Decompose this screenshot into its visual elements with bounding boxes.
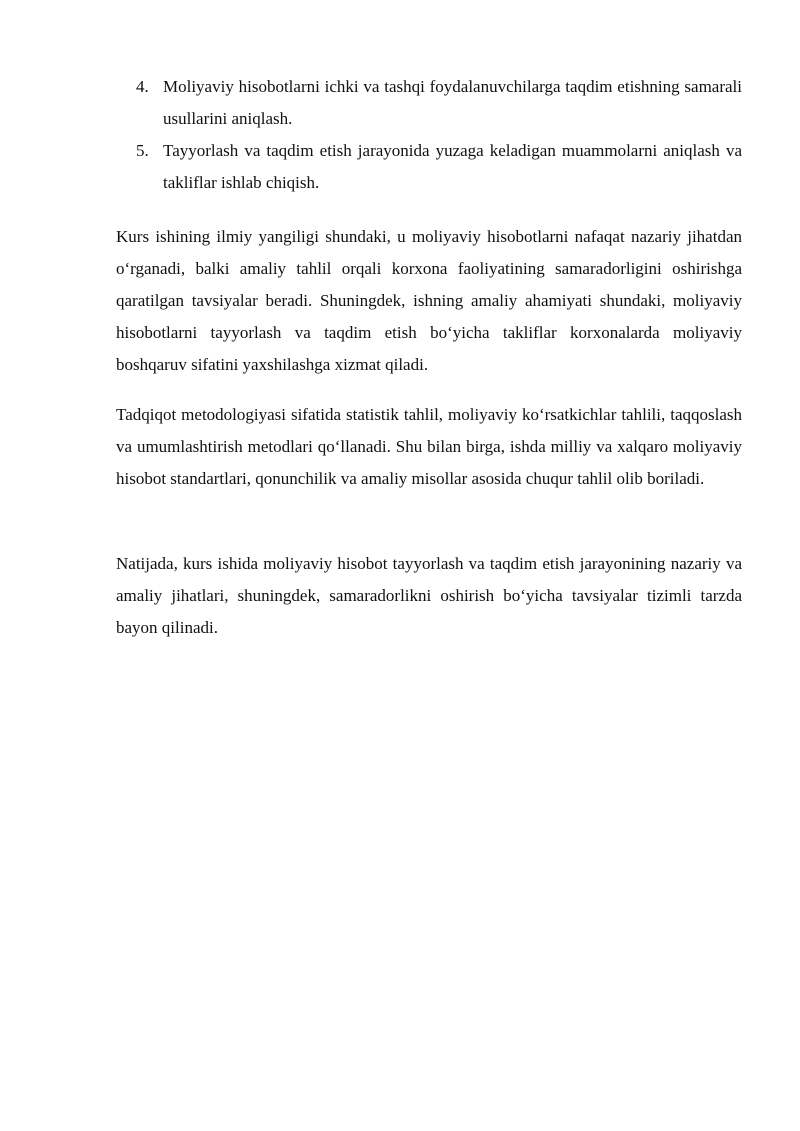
objectives-list [116,71,742,199]
paragraph-conclusion: Natijada, kurs ishida moliyaviy hisobot tayyorlash va taqdim etish jarayonining nazariy va amaliy jihatlari, shuningdek, samaradorlikni oshirish bo‘yicha tavsiyalar tizimli tarzda bayon qilinadi. [116,554,742,637]
list-item-number: 4. [136,77,149,96]
list-item-number: 5. [136,141,149,160]
paragraph-methodology: Tadqiqot metodologiyasi sifatida statistik tahlil, moliyaviy ko‘rsatkichlar tahlili, taqqoslash va umumlashtirish metodlari qo‘llanadi. Shu bilan birga, ishda milliy va xalqaro moliyaviy hisobot standartlari, qonunchilik va amaliy misollar asosida chuqur tahlil olib boriladi. [116,405,742,488]
list-item [116,71,742,135]
list-item [116,135,742,199]
paragraph-scientific-novelty: Kurs ishining ilmiy yangiligi shundaki, u moliyaviy hisobotlarni nafaqat nazariy jihatdan o‘rganadi, balki amaliy tahlil orqali korxona faoliyatining samaradorligini oshirishga qaratilgan tavsiyalar beradi. Shuningdek, ishning amaliy ahamiyati shundaki, moliyaviy hisobotlarni tayyorlash va taqdim etish bo‘yicha takliflar korxonalarda moliyaviy boshqaruv sifatini yaxshilashga xizmat qiladi. [116,227,742,374]
list-item-text: Tayyorlash va taqdim etish jarayonida yuzaga keladigan muammolarni aniqlash va takliflar ishlab chiqish. [163,141,742,192]
list-item-text: Moliyaviy hisobotlarni ichki va tashqi foydalanuvchilarga taqdim etishning samarali usullarini aniqlash. [163,77,742,128]
